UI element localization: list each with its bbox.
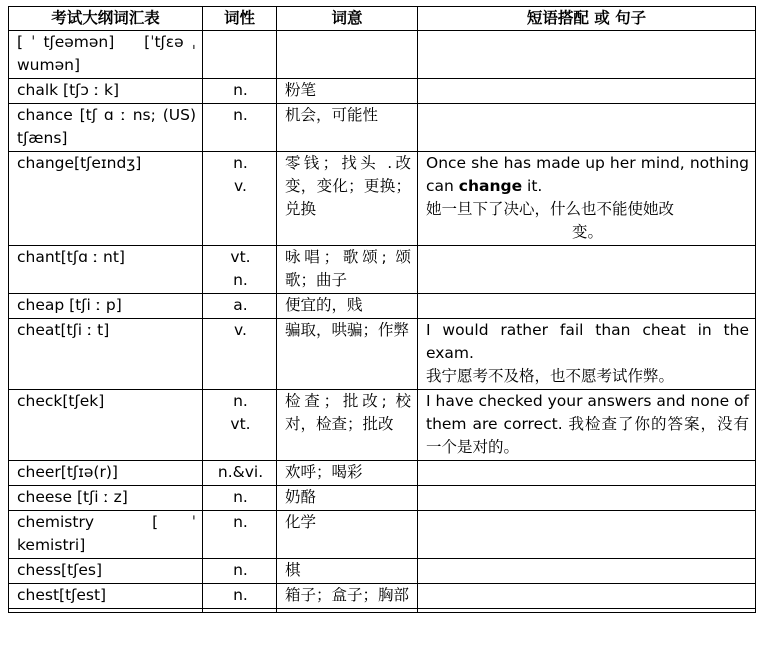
example-cell [418, 559, 756, 584]
example-translation: 我宁愿考不及格，也不愿考试作弊。 [426, 367, 675, 385]
pos-label: a. [233, 296, 248, 314]
pos-label: n. [233, 392, 248, 410]
word-cell: [ ˈ tʃeəmən] [ˈtʃɛə ˌ wumən] [9, 31, 203, 79]
pos-cell [203, 31, 277, 79]
pos-label: vt. [230, 248, 251, 266]
meaning-cell: 检查；批改; 校对，检查；批改 [277, 390, 418, 461]
table-row [9, 246, 756, 294]
pos-cell [203, 152, 277, 246]
example-cell [418, 584, 756, 609]
example-translation-end: 变。 [571, 223, 603, 241]
pos-cell [203, 584, 277, 609]
pos-cell [203, 609, 277, 613]
table-row [9, 319, 756, 390]
table-row [9, 79, 756, 104]
word-cell [9, 609, 203, 613]
pos-cell [203, 246, 277, 294]
word-cell: cheese [tʃi ː z] [9, 486, 203, 511]
word-cell: chemistry [ ˈ kemistri] [9, 511, 203, 559]
meaning-cell: 粉笔 [277, 79, 418, 104]
example-cell [418, 319, 756, 390]
word-cell: chest[tʃest] [9, 584, 203, 609]
table-row-cut-off [9, 609, 756, 613]
pos-cell [203, 104, 277, 152]
pos-cell [203, 511, 277, 559]
example-cell: I have checked your answers and none of them are correct. 我检查了你的答案，没有一个是对的。 [418, 390, 756, 461]
header-word: 考试大纲词汇表 [9, 7, 203, 31]
table-row [9, 390, 756, 461]
table-row [9, 104, 756, 152]
meaning-cell: 棋 [277, 559, 418, 584]
pos-cell [203, 294, 277, 319]
word-cell: chess[tʃes] [9, 559, 203, 584]
pos-cell [203, 390, 277, 461]
example-cell [418, 486, 756, 511]
word-cell: cheer[tʃɪə(r)] [9, 461, 203, 486]
word-cell: cheat[tʃi ː t] [9, 319, 203, 390]
meaning-cell: 化学 [277, 511, 418, 559]
header-row [9, 7, 756, 31]
word-cell: chance [tʃ ɑ ː ns; (US) tʃæns] [9, 104, 203, 152]
pos-label: n. [233, 81, 248, 99]
meaning-cell: 欢呼；喝彩 [277, 461, 418, 486]
pos-label: n. [233, 106, 248, 124]
example-translation: 她一旦下了决心，什么也不能使她改 [426, 200, 675, 218]
header-meaning: 词意 [277, 7, 418, 31]
example-cell [418, 461, 756, 486]
meaning-cell: 奶酪 [277, 486, 418, 511]
vocabulary-table [8, 6, 756, 613]
vocabulary-page [8, 6, 756, 613]
meaning-cell: 咏唱；歌颂; 颂歌；曲子 [277, 246, 418, 294]
example-cell [418, 31, 756, 79]
meaning-cell: 箱子；盒子；胸部 [277, 584, 418, 609]
pos-label: n. [233, 488, 248, 506]
table-row [9, 511, 756, 559]
example-sentence: Once she has made up her mind, nothing can change it. [426, 154, 749, 195]
table-row [9, 461, 756, 486]
table-row [9, 584, 756, 609]
pos-cell [203, 319, 277, 390]
example-cell [418, 79, 756, 104]
pos-label: n. [233, 513, 248, 531]
pos-cell [203, 79, 277, 104]
example-cell [418, 104, 756, 152]
example-cell [418, 511, 756, 559]
example-cell [418, 246, 756, 294]
word-cell: cheap [tʃi ː p] [9, 294, 203, 319]
meaning-cell: 骗取，哄骗；作弊 [277, 319, 418, 390]
meaning-cell [277, 31, 418, 79]
word-cell: chant[tʃɑ ː nt] [9, 246, 203, 294]
pos-label: v. [234, 321, 247, 339]
pos-label: n. [233, 586, 248, 604]
table-row [9, 559, 756, 584]
pos-cell [203, 559, 277, 584]
table-row [9, 486, 756, 511]
table-row [9, 294, 756, 319]
pos-label: n. [233, 271, 248, 289]
meaning-cell: 零钱；找头 .改变，变化；更换；兑换 [277, 152, 418, 246]
table-row [9, 152, 756, 246]
example-sentence: I would rather fail than cheat in the exam. [426, 321, 749, 362]
meaning-cell [277, 609, 418, 613]
pos-label: n. [233, 154, 248, 172]
word-cell: chalk [tʃɔ ː k] [9, 79, 203, 104]
pos-cell [203, 461, 277, 486]
word-cell: change[tʃeɪndʒ] [9, 152, 203, 246]
pos-label: v. [234, 177, 247, 195]
pos-label: vt. [230, 415, 251, 433]
header-example: 短语搭配 或 句子 [418, 7, 756, 31]
pos-label: n.&vi. [217, 463, 264, 481]
pos-cell [203, 486, 277, 511]
table-row [9, 31, 756, 79]
header-pos: 词性 [203, 7, 277, 31]
word-cell: check[tʃek] [9, 390, 203, 461]
example-cell [418, 609, 756, 613]
meaning-cell: 便宜的，贱 [277, 294, 418, 319]
example-cell [418, 152, 756, 246]
pos-label: n. [233, 561, 248, 579]
meaning-cell: 机会，可能性 [277, 104, 418, 152]
example-cell [418, 294, 756, 319]
keyword: change [458, 177, 523, 195]
